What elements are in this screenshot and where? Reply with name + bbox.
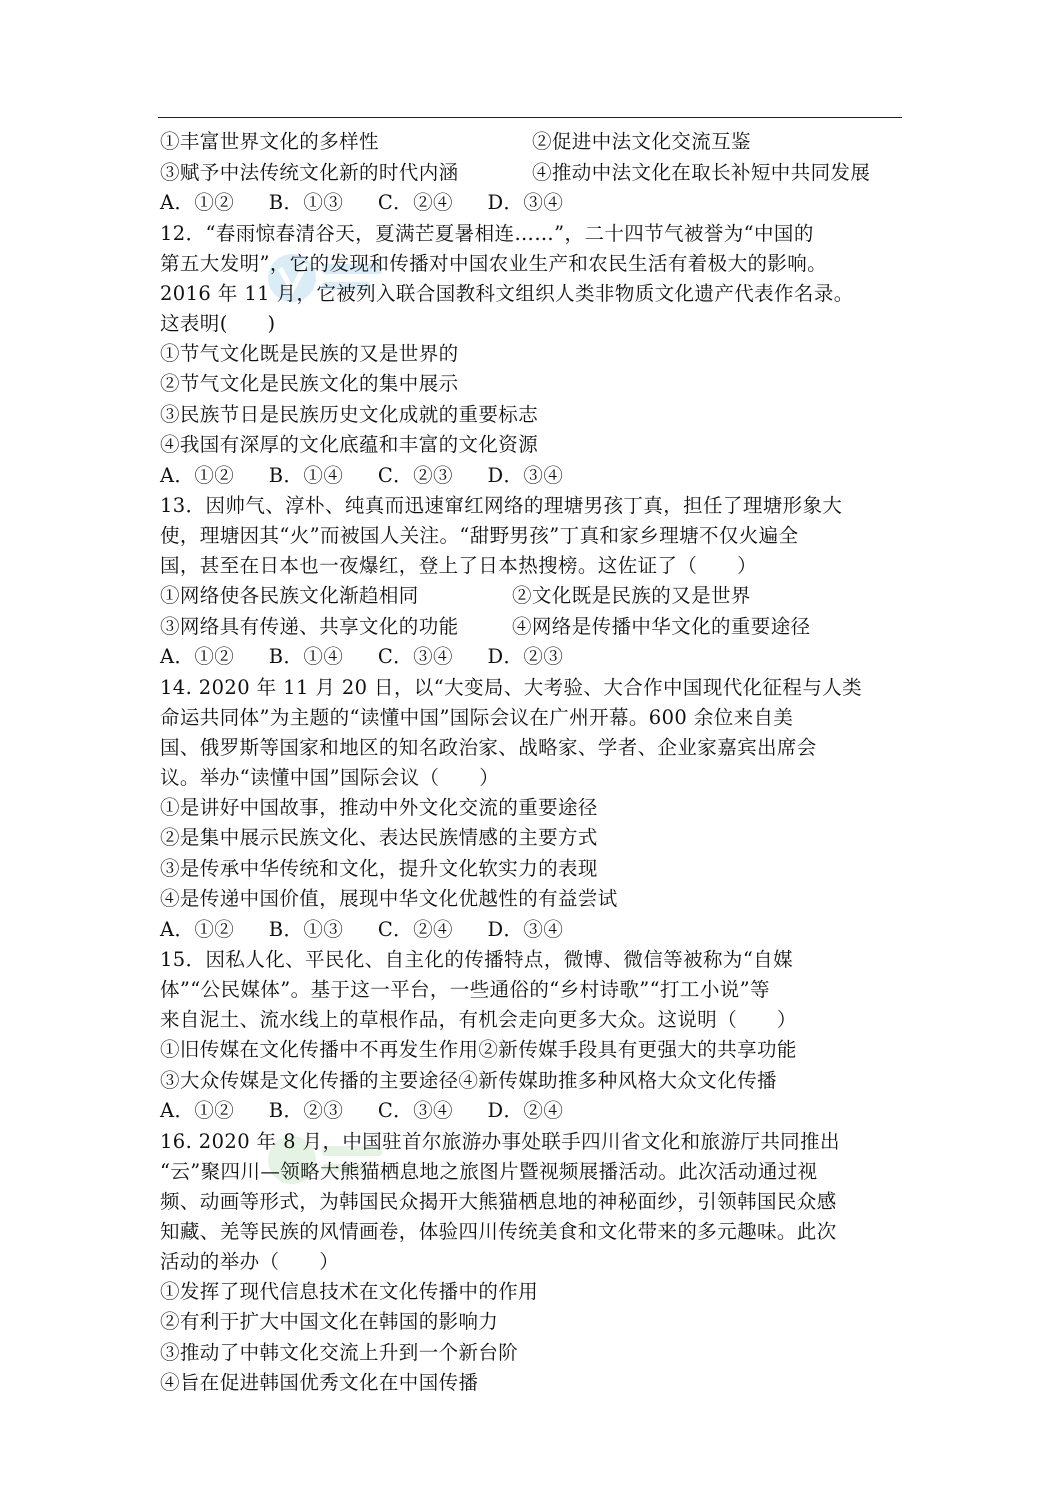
option: ②促进中法文化交流互鉴 <box>532 130 751 153</box>
q16-stem: 频、动画等形式，为韩国民众揭开大熊猫栖息地的神秘面纱，引领韩国民众感 <box>160 1189 837 1213</box>
q16-stem: 知藏、羌等民族的风情画卷，体验四川传统美食和文化带来的多元趣味。此次 <box>160 1219 837 1243</box>
q12-stem: 2016 年 11 月，它被列入联合国教科文组织人类非物质文化遗产代表作名录。 <box>160 281 854 305</box>
answer-choice: A．①② <box>160 463 235 487</box>
answer-choice: B．①③ <box>268 191 344 214</box>
answer-choice: D．③④ <box>487 917 564 941</box>
q16-stem: 16. 2020 年 8 月，中国驻首尔旅游办事处联手四川省文化和旅游厅共同推出 <box>160 1129 840 1153</box>
q11-options-row-1 <box>160 127 900 158</box>
answer-choice: C．②④ <box>377 191 453 214</box>
q15-stem: 体”“公民媒体”。基于这一平台，一些通俗的“乡村诗歌”“打工小说”等 <box>160 978 770 1001</box>
answer-choice: A．①② <box>160 645 235 668</box>
q14-stem: 国、俄罗斯等国家和地区的知名政治家、战略家、学者、企业家嘉宾出席会 <box>160 735 817 759</box>
option: ④网络是传播中华文化的重要途径 <box>512 614 811 638</box>
q13-stem: 使，理塘因其“火”而被国人关注。“甜野男孩”丁真和家乡理塘不仅火遍全 <box>160 524 799 547</box>
answer-choice: A．①② <box>160 191 235 214</box>
answer-choice: B．①③ <box>268 917 344 941</box>
q15-stem: 来自泥土、流水线上的草根作品，有机会走向更多大众。这说明（ ） <box>160 1008 797 1031</box>
q15-answers <box>160 1096 900 1127</box>
q14-stem: 14. 2020 年 11 月 20 日，以“大变局、大考验、大合作中国现代化征程与人类 <box>160 675 863 699</box>
q13-stem: 13．因帅气、淳朴、纯真而迅速窜红网络的理塘男孩丁真，担任了理塘形象大 <box>160 494 843 517</box>
q12-stem: 这表明( ) <box>160 311 276 335</box>
q16-stem: “云”聚四川—领略大熊猫栖息地之旅图片暨视频展播活动。此次活动通过视 <box>160 1159 818 1183</box>
answer-choice: D．③④ <box>487 463 564 487</box>
q14-option: ②是集中展示民族文化、表达民族情感的主要方式 <box>160 826 598 849</box>
q15-option: ①旧传媒在文化传播中不再发生作用②新传媒手段具有更强大的共享功能 <box>160 1038 797 1061</box>
option: ④推动中法文化在取长补短中共同发展 <box>532 160 871 184</box>
q12-option: ②节气文化是民族文化的集中展示 <box>160 372 459 395</box>
q12-option: ③民族节日是民族历史文化成就的重要标志 <box>160 402 539 426</box>
q13-options-row-2 <box>160 612 900 643</box>
q15-stem: 15．因私人化、平民化、自主化的传播特点，微博、微信等被称为“自媒 <box>160 948 793 971</box>
q16-option: ③推动了中韩文化交流上升到一个新台阶 <box>160 1340 519 1364</box>
q13-stem: 国，甚至在日本也一夜爆红，登上了日本热搜榜。这佐证了（ ） <box>160 554 758 577</box>
q16-option: ②有利于扩大中国文化在韩国的影响力 <box>160 1310 499 1333</box>
answer-choice: D．②④ <box>487 1099 564 1122</box>
exam-content <box>160 127 900 1399</box>
q14-option: ③是传承中华传统和文化，提升文化软实力的表现 <box>160 856 598 880</box>
answer-choice: C．②④ <box>377 917 453 941</box>
q14-option: ④是传递中国价值，展现中华文化优越性的有益尝试 <box>160 887 618 910</box>
answer-choice: B．①④ <box>268 463 344 487</box>
answer-choice: D．②③ <box>487 645 564 668</box>
q14-stem: 议。举办“读懂中国”国际会议（ ） <box>160 765 500 789</box>
option: ②文化既是民族的又是世界 <box>512 584 751 607</box>
q14-answers <box>160 915 900 946</box>
answer-choice: B．①④ <box>268 645 344 668</box>
answer-choice: B．②③ <box>268 1099 344 1122</box>
answer-choice: C．③④ <box>377 645 453 668</box>
q13-answers <box>160 642 900 673</box>
q12-option: ①节气文化既是民族的又是世界的 <box>160 341 459 365</box>
q12-answers <box>160 461 900 492</box>
answer-choice: D．③④ <box>487 191 564 214</box>
q15-option: ③大众传媒是文化传播的主要途径④新传媒助推多种风格大众文化传播 <box>160 1068 777 1092</box>
answer-choice: C．③④ <box>377 1099 453 1122</box>
option: ①丰富世界文化的多样性 <box>160 130 379 153</box>
q12-stem: 第五大发明”，它的发现和传播对中国农业生产和农民生活有着极大的影响。 <box>160 251 828 275</box>
header-rule <box>158 117 902 118</box>
q16-option: ①发挥了现代信息技术在文化传播中的作用 <box>160 1279 539 1303</box>
q16-stem: 活动的举办（ ） <box>160 1249 340 1273</box>
answer-choice: C．②③ <box>377 463 453 487</box>
option: ①网络使各民族文化渐趋相同 <box>160 584 419 607</box>
answer-choice: A．①② <box>160 1099 235 1122</box>
option: ③网络具有传递、共享文化的功能 <box>160 614 459 638</box>
q12-option: ④我国有深厚的文化底蕴和丰富的文化资源 <box>160 433 539 456</box>
q14-option: ①是讲好中国故事，推动中外文化交流的重要途径 <box>160 795 598 819</box>
q13-options-row-1 <box>160 581 900 612</box>
q11-options-row-2 <box>160 158 900 189</box>
option: ③赋予中法传统文化新的时代内涵 <box>160 160 459 184</box>
q16-option: ④旨在促进韩国优秀文化在中国传播 <box>160 1371 479 1394</box>
q14-stem: 命运共同体”为主题的“读懂中国”国际会议在广州开幕。600 余位来自美 <box>160 705 794 729</box>
answer-choice: A．①② <box>160 917 235 941</box>
q12-stem: 12．“春雨惊春清谷天，夏满芒夏暑相连……”，二十四节气被誉为“中国的 <box>160 221 814 245</box>
q11-answers <box>160 188 900 219</box>
